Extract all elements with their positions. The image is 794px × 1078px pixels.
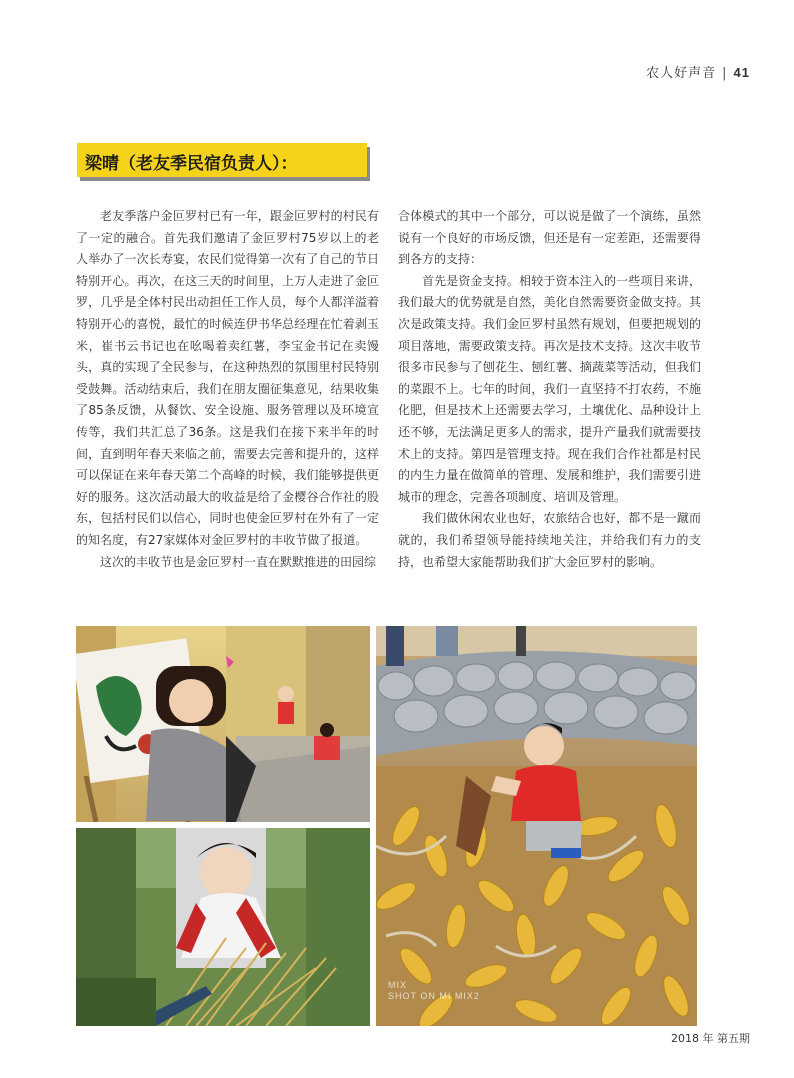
photo-boy-with-corn [376, 626, 697, 1026]
right-text-column [398, 206, 701, 573]
running-header [646, 62, 750, 81]
paragraph: 我们做休闲农业也好，农旅结合也好，都不是一蹴而就的，我们希望领导能持续地关注，并给我们有力的支持，也希望大家能帮助我们扩大金叵罗村的影响。 [398, 511, 701, 569]
paragraph: 这次的丰收节也是金叵罗村一直在默默推进的田园综 [100, 554, 377, 569]
page-number: 41 [733, 65, 750, 80]
photo-child-painting [76, 626, 370, 822]
left-text-column [76, 206, 379, 573]
header-divider: | [722, 66, 728, 81]
paragraph: 老友季落户金叵罗村已有一年，跟金叵罗村的村民有了一定的融合。首先我们邀请了金叵罗村75岁以上的老人举办了一次长寿宴，农民们觉得第一次有了自己的节日特别开心。再次，在这三天的时间里，上万人走进了金叵罗，几乎是全体村民出动担任工作人员，每个人都洋溢着特别开心的喜悦，最忙的时候连伊书华总经理在忙着剥玉米，崔书云书记也在吆喝着卖红薯，李宝金书记在卖馒头，真的实现了全民参与，在这种热烈的氛围里村民特别受鼓舞。活动结束后，我们在朋友圈征集意见，结果收集了85条反馈，从餐饮、安全设施、服务管理以及环境宣传等，我们共汇总了36条。这是我们在接下来半年的时间，直到明年春天来临之前，需要去完善和提升的，这样可以保证在来年春天第二个高峰的时候，我们能够提供更好的服务。这次活动最大的收益是给了金樱谷合作社的股东，包括村民们以信心，同时也使金叵罗村在外有了一定的知名度，有27家媒体对金叵罗村的丰收节做了报道。 [76, 209, 379, 547]
paragraph: 首先是资金支持。相较于资本注入的一些项目来讲，我们最大的优势就是自然，美化自然需要资金做支持。其次是政策支持。我们金叵罗村虽然有规划，但要把规划的项目落地，需要政策支持。再次是技术支持。这次丰收节很多市民参与了刨花生、刨红薯、摘蔬菜等活动，但我们的菜跟不上。七年的时间，我们一直坚持不打农药，不施化肥，但是技术上还需要去学习，土壤优化、品种设计上还不够，无法满足更多人的需求，提升产量我们就需要技术上的支持。第四是管理支持。现在我们合作社都是村民的内生力量在做简单的管理、发展和维护，我们需要引进城市的理念，完善各项制度、培训及管理。 [398, 273, 701, 504]
speaker-banner [77, 143, 367, 177]
paragraph: 合体模式的其中一个部分，可以说是做了一个演练，虽然说有一个良好的市场反馈，但还是有一定差距，还需要得到各方的支持： [398, 209, 701, 267]
watermark-text: SHOT ON MI MIX2 [388, 991, 480, 1001]
section-title: 农人好声音 [646, 66, 717, 81]
photo-girl-harvesting [76, 828, 370, 1026]
camera-watermark [388, 980, 480, 1002]
issue-footer: 2018 年 第五期 [671, 1032, 750, 1045]
speaker-title: 梁晴（老友季民宿负责人）： [85, 154, 298, 174]
watermark-logo: MIX [388, 980, 408, 990]
